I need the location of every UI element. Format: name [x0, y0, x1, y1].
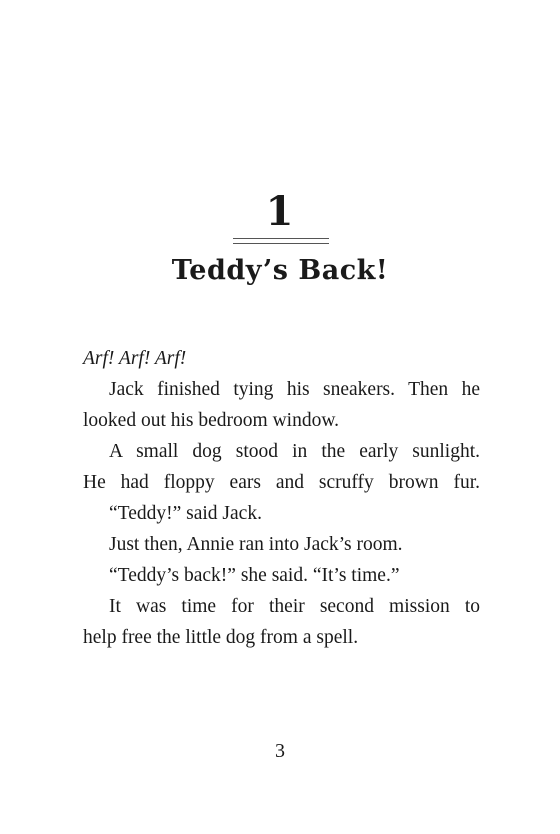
- text-line: “Teddy’s back!” she said. “It’s time.”: [109, 565, 400, 586]
- text-line: Arf! Arf! Arf!: [83, 348, 187, 369]
- chapter-divider-bottom: [233, 243, 329, 244]
- chapter-title: Teddy’s Back!: [171, 255, 389, 286]
- text-line: Jack finished tying his sneakers. Then he: [109, 379, 480, 400]
- page-number: 3: [275, 740, 285, 762]
- body-text: [83, 343, 480, 653]
- text-line: “Teddy!” said Jack.: [109, 503, 262, 524]
- chapter-divider-top: [233, 238, 329, 239]
- text-line: help free the little dog from a spell.: [83, 627, 359, 648]
- text-line: looked out his bedroom window.: [83, 410, 340, 431]
- text-line: Just then, Annie ran into Jack’s room.: [109, 534, 403, 555]
- chapter-number: 1: [265, 188, 295, 235]
- text-line: A small dog stood in the early sunlight.: [109, 441, 480, 462]
- text-line: It was time for their second mission to: [109, 596, 480, 617]
- text-line: He had floppy ears and scruffy brown fur.: [83, 472, 480, 493]
